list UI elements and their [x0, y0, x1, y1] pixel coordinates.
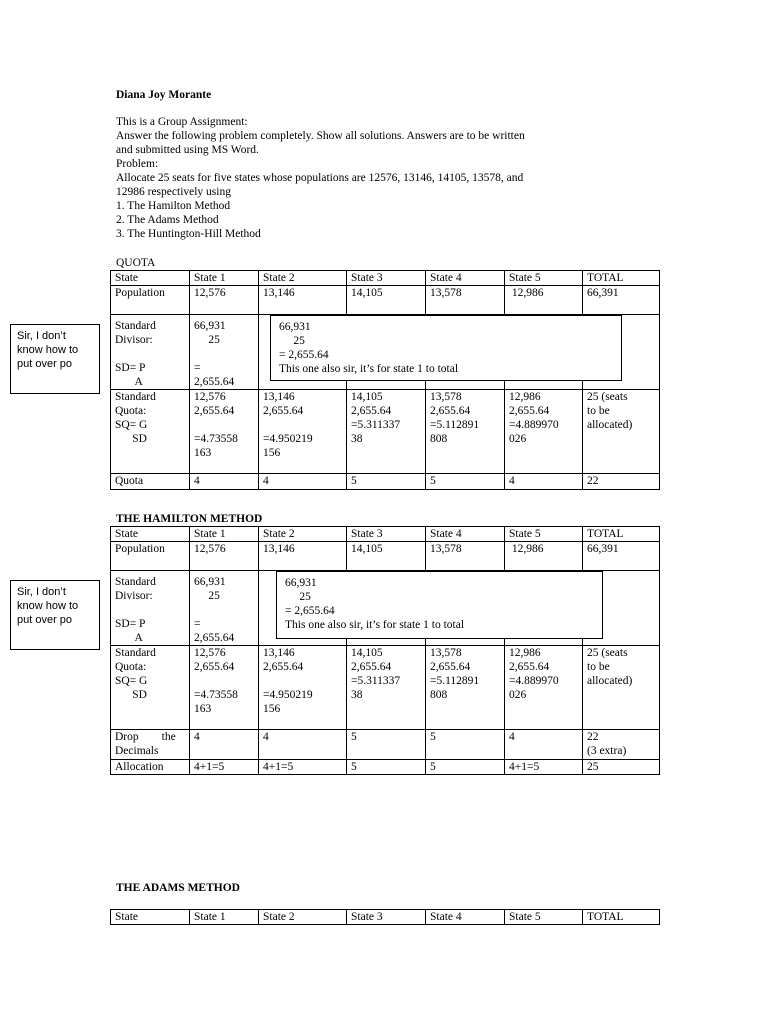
assignment-intro	[116, 115, 525, 241]
table-cell: Standard Divisor: SD= P A	[111, 571, 190, 646]
table-cell: State	[111, 527, 190, 542]
table-cell: 22	[583, 474, 660, 490]
table-cell: 14,105 2,655.64 =5.311337 38	[347, 390, 426, 474]
table-cell: 13,146 2,655.64 =4.950219 156	[259, 390, 347, 474]
table-cell: State 4	[426, 271, 505, 286]
table-cell: State 5	[505, 527, 583, 542]
table-row	[111, 474, 660, 490]
table-cell: TOTAL	[583, 271, 660, 286]
table-cell: 5	[426, 730, 505, 760]
table-cell: 12,986	[505, 286, 583, 315]
table-row	[111, 271, 660, 286]
table-cell: State 2	[259, 527, 347, 542]
table-cell: Standard Quota: SQ= G SD	[111, 390, 190, 474]
table-cell: 12,576	[190, 542, 259, 571]
divisor-overlay-box	[270, 315, 622, 381]
table-cell: State	[111, 910, 190, 925]
table-cell: 22 (3 extra)	[583, 730, 660, 760]
table-cell: 25 (seats to be allocated)	[583, 390, 660, 474]
table-row	[111, 730, 660, 760]
table-cell: 12,576	[190, 286, 259, 315]
table-cell: 13,578 2,655.64 =5.112891 808	[426, 390, 505, 474]
intro-line: 3. The Huntington-Hill Method	[116, 228, 261, 240]
table-cell: 66,391	[583, 542, 660, 571]
table-row	[111, 646, 660, 730]
hamilton-heading: THE HAMILTON METHOD	[116, 513, 263, 525]
intro-line: Problem:	[116, 158, 159, 170]
adams-heading: THE ADAMS METHOD	[116, 882, 240, 894]
overlay-line: = 2,655.64	[285, 605, 335, 617]
intro-line: 2. The Adams Method	[116, 214, 219, 226]
overlay-line: 66,931	[279, 321, 311, 333]
intro-line: This is a Group Assignment:	[116, 116, 248, 128]
table-cell: 66,391	[583, 286, 660, 315]
table-row	[111, 910, 660, 925]
table-cell: 12,576 2,655.64 =4.73558 163	[190, 390, 259, 474]
table-cell: State 3	[347, 910, 426, 925]
intro-line: Allocate 25 seats for five states whose populations are 12576, 13146, 14105, 13578, and	[116, 172, 524, 184]
intro-line: and submitted using MS Word.	[116, 144, 259, 156]
table-cell: 4+1=5	[505, 760, 583, 775]
hamilton-table	[110, 526, 660, 775]
table-cell: 25 (seats to be allocated)	[583, 646, 660, 730]
overlay-note: This one also sir, it’s for state 1 to total	[285, 619, 465, 631]
table-cell: 4	[259, 730, 347, 760]
table-cell: 4+1=5	[190, 760, 259, 775]
table-cell: State 4	[426, 910, 505, 925]
table-cell: 25	[583, 760, 660, 775]
table-cell: 4	[505, 730, 583, 760]
table-cell: State 4	[426, 527, 505, 542]
table-cell: State 2	[259, 910, 347, 925]
intro-line: Answer the following problem completely. Show all solutions. Answers are to be written	[116, 130, 525, 142]
table-cell: 5	[347, 474, 426, 490]
table-cell: 14,105 2,655.64 =5.311337 38	[347, 646, 426, 730]
table-cell: State 5	[505, 271, 583, 286]
table-cell: State	[111, 271, 190, 286]
table-cell: 13,146	[259, 286, 347, 315]
table-cell: State 1	[190, 271, 259, 286]
quota-heading: QUOTA	[116, 257, 156, 269]
overlay-line: 25	[285, 591, 311, 603]
table-cell: 4	[505, 474, 583, 490]
table-cell: State 1	[190, 910, 259, 925]
intro-line: 12986 respectively using	[116, 186, 231, 198]
table-cell: Population	[111, 286, 190, 315]
table-cell: 5	[347, 730, 426, 760]
table-cell: Drop the Decimals	[111, 730, 190, 760]
table-row	[111, 286, 660, 315]
table-row	[111, 542, 660, 571]
table-cell: Allocation	[111, 760, 190, 775]
table-cell: Population	[111, 542, 190, 571]
table-cell: State 3	[347, 271, 426, 286]
review-comment[interactable]: Sir, I don’t know how to put over po	[10, 324, 100, 394]
table-cell: 5	[347, 760, 426, 775]
overlay-line: 25	[279, 335, 305, 347]
table-cell: State 2	[259, 271, 347, 286]
overlay-line: 66,931	[285, 577, 317, 589]
table-cell: Standard Divisor: SD= P A	[111, 315, 190, 390]
adams-table	[110, 909, 660, 925]
table-cell: 13,146 2,655.64 =4.950219 156	[259, 646, 347, 730]
table-cell: State 5	[505, 910, 583, 925]
table-cell: 5	[426, 760, 505, 775]
table-cell: 12,576 2,655.64 =4.73558 163	[190, 646, 259, 730]
table-cell: 13,578	[426, 286, 505, 315]
intro-line: 1. The Hamilton Method	[116, 200, 231, 212]
overlay-note: This one also sir, it’s for state 1 to total	[279, 363, 459, 375]
table-cell: 4+1=5	[259, 760, 347, 775]
author-name: Diana Joy Morante	[116, 89, 212, 101]
table-cell: 14,105	[347, 286, 426, 315]
divisor-overlay-box	[276, 571, 603, 639]
table-cell: 13,146	[259, 542, 347, 571]
table-cell: State 1	[190, 527, 259, 542]
table-cell: 4	[259, 474, 347, 490]
table-cell: 12,986	[505, 542, 583, 571]
table-row	[111, 390, 660, 474]
table-cell: 66,931 25 = 2,655.64	[190, 315, 259, 390]
table-cell: 4	[190, 474, 259, 490]
table-cell: State 3	[347, 527, 426, 542]
table-cell: 5	[426, 474, 505, 490]
table-cell: 13,578	[426, 542, 505, 571]
overlay-line: = 2,655.64	[279, 349, 329, 361]
table-cell: Standard Quota: SQ= G SD	[111, 646, 190, 730]
table-cell: Quota	[111, 474, 190, 490]
table-cell: 4	[190, 730, 259, 760]
review-comment[interactable]: Sir, I don’t know how to put over po	[10, 580, 100, 650]
table-cell: TOTAL	[583, 910, 660, 925]
table-cell: 13,578 2,655.64 =5.112891 808	[426, 646, 505, 730]
table-cell: 14,105	[347, 542, 426, 571]
table-row	[111, 527, 660, 542]
table-row	[111, 760, 660, 775]
table-cell: 66,931 25 = 2,655.64	[190, 571, 259, 646]
table-cell: 12,986 2,655.64 =4.889970 026	[505, 390, 583, 474]
table-cell: 12,986 2,655.64 =4.889970 026	[505, 646, 583, 730]
table-cell: TOTAL	[583, 527, 660, 542]
